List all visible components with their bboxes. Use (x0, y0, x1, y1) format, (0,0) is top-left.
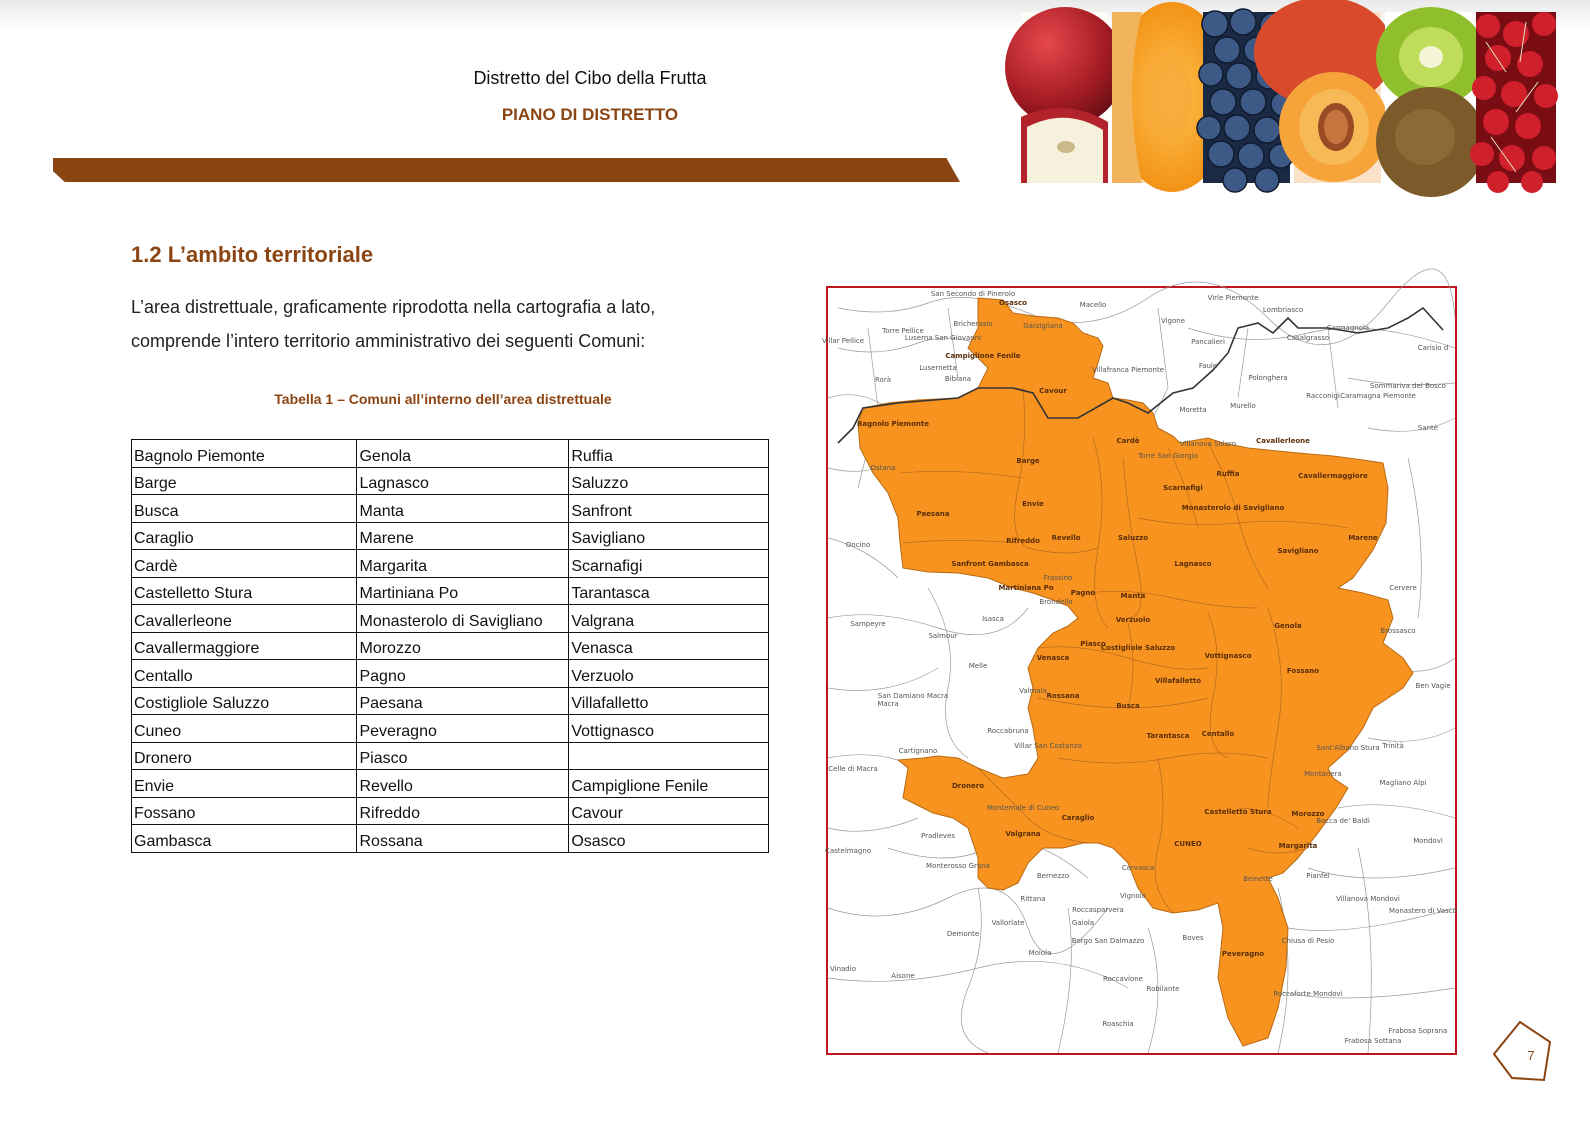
map-label-outside: Lombriasco (1262, 306, 1304, 314)
map-label-outside: Rittana (1020, 895, 1046, 903)
map-label-outside: Bricherasio (953, 320, 993, 328)
map-label-outside: Pianfei (1306, 872, 1330, 880)
map-label-district: Caraglio (1061, 814, 1095, 822)
map-label-outside: Mondovì (1413, 837, 1443, 845)
header-band (53, 158, 960, 182)
map-label-outside: Caramagna Piemonte (1340, 392, 1416, 400)
map-label-outside: Beinette (1243, 875, 1273, 883)
intro-line-2: comprende l’intero territorio amministrativo dei seguenti Comuni: (131, 331, 646, 351)
table-cell: Gambasca (132, 825, 357, 853)
map-label-district: Rifreddo (1006, 537, 1040, 545)
map-label-outside: Isasca (982, 615, 1004, 623)
map-label-outside: Rorà (875, 376, 891, 384)
map-label-outside: Vignolo (1120, 892, 1146, 900)
table-cell: Centallo (132, 660, 357, 688)
map-label-outside: Pradleves (920, 832, 956, 840)
map-label-outside: Vigone (1160, 317, 1186, 325)
map-label-district: Envie (1022, 500, 1044, 508)
map-label-outside: Bibiana (944, 375, 972, 383)
district-map-svg (821, 288, 1457, 1053)
map-label-district: CUNEO (1174, 840, 1202, 848)
map-label-district: Verzuolo (1115, 616, 1151, 624)
map-label-outside: Robilante (1146, 985, 1180, 993)
table-row (132, 605, 769, 633)
comuni-table (131, 439, 769, 853)
map-label-outside: Chiusa di Pesio (1281, 937, 1335, 945)
map-label-outside: Vallorlate (991, 919, 1025, 927)
table-cell: Rossana (357, 825, 569, 853)
district-name: Distretto del Cibo della Frutta (473, 68, 707, 88)
map-label-district: Rossana (1046, 692, 1080, 700)
map-label-district: Busca (1116, 702, 1140, 710)
table-cell: Osasco (569, 825, 769, 853)
map-label-outside: Boves (1182, 934, 1204, 942)
table-cell: Caraglio (132, 522, 357, 550)
map-label-outside: Faule (1198, 362, 1218, 370)
page-number: 7 (1527, 1048, 1535, 1063)
table-row (132, 577, 769, 605)
table-cell: Campiglione Fenile (569, 770, 769, 798)
section-title: 1.2 L’ambito territoriale (131, 242, 374, 267)
map-label-outside: Macra (877, 700, 899, 708)
map-label-district: Venasca (1036, 654, 1070, 662)
table-cell: Barge (132, 467, 357, 495)
map-label-outside: Frabosa Soprana (1388, 1027, 1448, 1035)
map-label-district: Fossano (1286, 667, 1320, 675)
map-label-outside: Monastero di Vasco (1389, 907, 1457, 915)
map-label-outside: Bernezzo (1036, 872, 1070, 880)
map-label-outside: Monterosso Grana (926, 862, 990, 870)
map-label-district: Osasco (999, 299, 1027, 307)
map-label-outside: Luserna San Giovanni (904, 334, 982, 342)
table-cell: Paesana (357, 687, 569, 715)
table-cell: Bagnolo Piemonte (132, 440, 357, 468)
table-row (132, 495, 769, 523)
map-label-outside: Moiola (1028, 949, 1052, 957)
table-cell: Fossano (132, 797, 357, 825)
map-label-outside: Castelmagno (824, 847, 872, 855)
map-label-outside: Villanova Solaro (1179, 440, 1237, 448)
map-label-outside: Murello (1230, 402, 1256, 410)
map-label-district: Cavallerleone (1256, 437, 1310, 445)
table-cell: Marene (357, 522, 569, 550)
map-label-outside: Carisio d (1417, 344, 1449, 352)
map-label-district: Bagnolo Piemonte (857, 420, 929, 428)
map-label-outside: Demonte (946, 930, 980, 938)
table-cell: Lagnasco (357, 467, 569, 495)
map-label-outside: Torre San Giorgio (1138, 452, 1198, 460)
table-cell: Valgrana (569, 605, 769, 633)
map-label-district: Saluzzo (1117, 534, 1149, 542)
table-row (132, 770, 769, 798)
map-label-outside: Bocca de' Baldi (1316, 817, 1370, 825)
map-label-outside: Cartignano (898, 747, 938, 755)
table-cell: Saluzzo (569, 467, 769, 495)
map-label-district: Pagno (1070, 589, 1096, 597)
table-cell: Cavour (569, 797, 769, 825)
table-row (132, 742, 769, 770)
table-cell: Tarantasca (569, 577, 769, 605)
plan-title: PIANO DI DISTRETTO (501, 105, 679, 124)
table-cell: Sanfront (569, 495, 769, 523)
table-cell: Cavallermaggiore (132, 632, 357, 660)
map-label-outside: Roaschia (1102, 1020, 1134, 1028)
map-label-district: Castelletto Stura (1204, 808, 1272, 816)
map-label-outside: Aisone (891, 972, 915, 980)
table-cell: Scarnafigi (569, 550, 769, 578)
map-label-district: Piasco (1080, 640, 1106, 648)
apple-image (1021, 12, 1108, 183)
map-label-district: Villafalletto (1154, 677, 1202, 685)
map-label-district: Dronero (951, 782, 985, 790)
table-cell: Monasterolo di Savigliano (357, 605, 569, 633)
table-row (132, 687, 769, 715)
map-label-outside: Cervasca (1121, 864, 1155, 872)
map-label-outside: Sampeyre (850, 620, 886, 628)
table-cell: Costigliole Saluzzo (132, 687, 357, 715)
comuni-table-body (132, 440, 769, 853)
map-label-district: Ruffia (1216, 470, 1240, 478)
map-label-outside: San Damiano Macra (877, 692, 949, 700)
map-label-outside: Brossasco (1380, 627, 1416, 635)
table-cell: Rifreddo (357, 797, 569, 825)
table-cell: Martiniana Po (357, 577, 569, 605)
table-cell: Dronero (132, 742, 357, 770)
map-label-outside: Pancalieri (1191, 338, 1225, 346)
table-cell: Busca (132, 495, 357, 523)
table-row (132, 825, 769, 853)
intro-line-1: L’area distrettuale, graficamente riprodotta nella cartografia a lato, (131, 297, 656, 317)
table-cell: Villafalletto (569, 687, 769, 715)
table-cell: Castelletto Stura (132, 577, 357, 605)
table-cell: Margarita (357, 550, 569, 578)
map-label-outside: Lusernetta (919, 364, 957, 372)
map-label-outside: Borgo San Dalmazzo (1071, 937, 1145, 945)
map-label-district: Genola (1274, 622, 1302, 630)
map-label-district: Savigliano (1277, 547, 1319, 555)
map-label-district: Monasterolo di Savigliano (1181, 504, 1285, 512)
map-label-outside: Frabosa Sottana (1344, 1037, 1402, 1045)
map-label-outside: Brondello (1039, 598, 1073, 606)
map-label-district: Peveragno (1221, 950, 1265, 958)
map-label-outside: Virle Piemonte (1207, 294, 1259, 302)
table-caption: Tabella 1 – Comuni all’interno dell’area distrettuale (274, 391, 612, 407)
map-label-district: Scarnafigi (1163, 484, 1203, 492)
map-label-outside: Frassino (1043, 574, 1073, 582)
map-label-district: Centallo (1201, 730, 1235, 738)
map-label-district: Cavallermaggiore (1298, 472, 1368, 480)
map-label-district: Barge (1016, 457, 1040, 465)
page-number-badge (1492, 1020, 1552, 1082)
map-label-outside: Roccasparvera (1072, 906, 1124, 914)
map-label-district: Martiniana Po (998, 584, 1054, 592)
map-label-district: Tarantasca (1146, 732, 1190, 740)
map-label-outside: Montemale di Cuneo (986, 804, 1060, 812)
table-cell: Cavallerleone (132, 605, 357, 633)
table-cell: Verzuolo (569, 660, 769, 688)
map-label-outside: Sant'Albano Stura (1316, 744, 1380, 752)
map-label-district: Valgrana (1005, 830, 1041, 838)
map-label-outside: Oncino (845, 541, 871, 549)
kiwi-image (1385, 12, 1472, 183)
map-label-outside: Roccavione (1103, 975, 1143, 983)
map-label-outside: Montanera (1304, 770, 1342, 778)
map-label-outside: Macello (1079, 301, 1107, 309)
table-cell: Ruffia (569, 440, 769, 468)
cherry-image (1476, 12, 1556, 183)
table-cell: Peveragno (357, 715, 569, 743)
table-cell: Vottignasco (569, 715, 769, 743)
peach-image (1294, 12, 1381, 183)
table-row (132, 660, 769, 688)
map-label-outside: Villar Pellice (821, 337, 865, 345)
map-label-district: Manta (1120, 592, 1146, 600)
table-cell: Morozzo (357, 632, 569, 660)
map-label-district: Margarita (1278, 842, 1318, 850)
map-label-outside: Villar San Costanzo (1014, 742, 1082, 750)
table-cell: Venasca (569, 632, 769, 660)
map-label-outside: San Secondo di Pinerolo (930, 290, 1016, 298)
map-label-outside: Roccaforte Mondovì (1273, 990, 1343, 998)
map-label-outside: Villafranca Piemonte (1091, 366, 1165, 374)
table-row (132, 467, 769, 495)
map-label-outside: Celle di Macra (828, 765, 878, 773)
map-label-outside: Trinità (1382, 742, 1404, 750)
map-label-district: Cardè (1116, 437, 1140, 445)
table-cell: Cardè (132, 550, 357, 578)
map-label-outside: Ostana (870, 464, 896, 472)
map-label-outside: Cervere (1389, 584, 1417, 592)
table-cell: Manta (357, 495, 569, 523)
table-row (132, 550, 769, 578)
map-label-outside: Racconigi (1306, 392, 1340, 400)
map-label-outside: Santè (1417, 424, 1439, 432)
district-map (821, 286, 1457, 1055)
map-label-outside: Ben Vagie (1415, 682, 1451, 690)
map-label-outside: Carmagnola (1326, 324, 1370, 332)
map-label-outside: Magliano Alpi (1379, 779, 1427, 787)
map-label-district: Marene (1348, 534, 1378, 542)
table-cell: Savigliano (569, 522, 769, 550)
map-label-outside: Roccabruna (987, 727, 1029, 735)
table-cell: Revello (357, 770, 569, 798)
apricot-image (1112, 12, 1199, 183)
intro-paragraph (131, 290, 771, 358)
map-label-outside: Salmour (928, 632, 958, 640)
table-row (132, 522, 769, 550)
table-cell (569, 742, 769, 770)
map-label-outside: Casalgrasso (1286, 334, 1330, 342)
map-label-district: Sanfront Gambasca (951, 560, 1029, 568)
table-row (132, 715, 769, 743)
map-label-outside: Garzigliana (1023, 322, 1063, 330)
table-cell: Cuneo (132, 715, 357, 743)
map-label-district: Cavour (1039, 387, 1067, 395)
table-cell: Piasco (357, 742, 569, 770)
map-label-outside: Vinadio (830, 965, 856, 973)
map-label-district: Campiglione Fenile (945, 352, 1021, 360)
map-label-district: Paesana (916, 510, 950, 518)
map-label-outside: Villanova Mondovì (1336, 895, 1400, 903)
map-label-district: Vottignasco (1204, 652, 1252, 660)
table-cell: Pagno (357, 660, 569, 688)
table-row (132, 440, 769, 468)
map-label-outside: Torre Pellice (882, 327, 924, 335)
map-label-outside: Sommariva del Bosco (1370, 382, 1446, 390)
map-label-district: Revello (1051, 534, 1081, 542)
map-label-district: Morozzo (1291, 810, 1325, 818)
map-label-outside: Polonghera (1248, 374, 1288, 382)
map-label-district: Lagnasco (1174, 560, 1212, 568)
map-label-outside: Gaiola (1071, 919, 1095, 927)
map-label-outside: Valmala (1019, 687, 1047, 695)
table-cell: Genola (357, 440, 569, 468)
map-label-district: Costigliole Saluzzo (1100, 644, 1176, 652)
table-row (132, 632, 769, 660)
table-cell: Envie (132, 770, 357, 798)
map-label-outside: Moretta (1179, 406, 1207, 414)
table-row (132, 797, 769, 825)
map-label-outside: Melle (968, 662, 988, 670)
